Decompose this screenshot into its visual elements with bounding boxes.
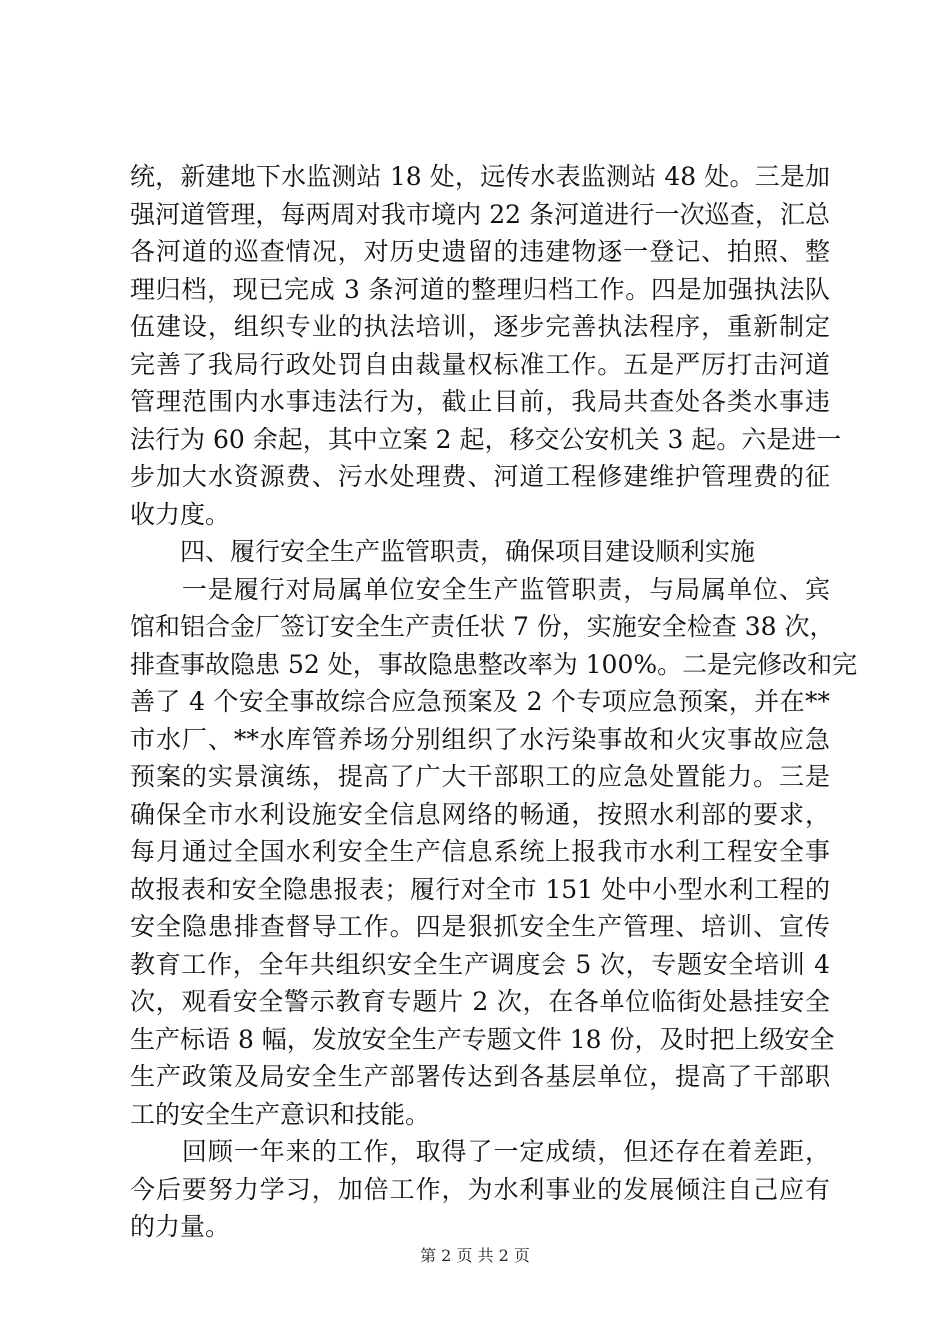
text-line: 统，新建地下水监测站 18 处，远传水表监测站 48 处。三是加 [130, 162, 830, 191]
text-line: 四、履行安全生产监管职责，确保项目建设顺利实施 [130, 537, 756, 566]
text-line: 各河道的巡查情况，对历史遗留的违建物逐一登记、拍照、整 [130, 237, 830, 266]
text-line: 工的安全生产意识和技能。 [130, 1099, 431, 1129]
text-line: 预案的实景演练，提高了广大干部职工的应急处置能力。三是 [130, 762, 830, 791]
body-text [130, 158, 858, 1246]
text-line: 教育工作，全年共组织安全生产调度会 5 次，专题安全培训 4 [130, 949, 830, 979]
text-line: 伍建设，组织专业的执法培训，逐步完善执法程序，重新制定 [130, 312, 830, 341]
text-line: 生产政策及局安全生产部署传达到各基层单位，提高了干部职 [130, 1062, 830, 1091]
text-line: 理归档，现已完成 3 条河道的整理归档工作。四是加强执法队 [130, 274, 830, 304]
text-line: 生产标语 8 幅，发放安全生产专题文件 18 份，及时把上级安全 [130, 1024, 835, 1054]
page-footer: 第 2 页 共 2 页 [420, 1246, 530, 1265]
text-line: 回顾一年来的工作，取得了一定成绩，但还存在着差距， [130, 1137, 830, 1166]
paragraph-3-continuation [130, 158, 842, 533]
text-line: 排查事故隐患 52 处，事故隐患整改率为 100%。二是完修改和完 [130, 649, 858, 679]
text-line: 馆和铝合金厂签订安全生产责任状 7 份，实施安全检查 38 次， [130, 612, 835, 641]
paragraph-section-4 [130, 571, 858, 1134]
paragraph-conclusion [130, 1133, 830, 1246]
text-line: 故报表和安全隐患报表；履行对全市 151 处中小型水利工程的 [130, 874, 830, 904]
text-line: 安全隐患排查督导工作。四是狠抓安全生产管理、培训、宣传 [130, 912, 830, 941]
text-line: 的力量。 [130, 1212, 231, 1241]
text-line: 收力度。 [130, 499, 231, 529]
text-line: 强河道管理，每两周对我市境内 22 条河道进行一次巡查，汇总 [130, 199, 830, 229]
text-line: 确保全市水利设施安全信息网络的畅通，按照水利部的要求， [130, 799, 830, 829]
text-line: 步加大水资源费、污水处理费、河道工程修建维护管理费的征 [130, 462, 830, 491]
text-line: 管理范围内水事违法行为，截止目前，我局共查处各类水事违 [130, 387, 830, 416]
text-line: 每月通过全国水利安全生产信息系统上报我市水利工程安全事 [130, 837, 830, 866]
text-line: 市水厂、**水库管养场分别组织了水污染事故和火灾事故应急 [130, 724, 830, 754]
text-line: 善了 4 个安全事故综合应急预案及 2 个专项应急预案，并在** [130, 687, 830, 716]
text-line: 一是履行对局属单位安全生产监管职责，与局属单位、宾 [130, 574, 830, 604]
heading-section-4 [130, 533, 830, 571]
text-line: 完善了我局行政处罚自由裁量权标准工作。五是严厉打击河道 [130, 349, 830, 379]
text-line: 今后要努力学习，加倍工作，为水利事业的发展倾注自己应有 [130, 1174, 830, 1204]
text-line: 次，观看安全警示教育专题片 2 次，在各单位临街处悬挂安全 [130, 987, 830, 1016]
text-line: 法行为 60 余起，其中立案 2 起，移交公安机关 3 起。六是进一 [130, 424, 842, 454]
